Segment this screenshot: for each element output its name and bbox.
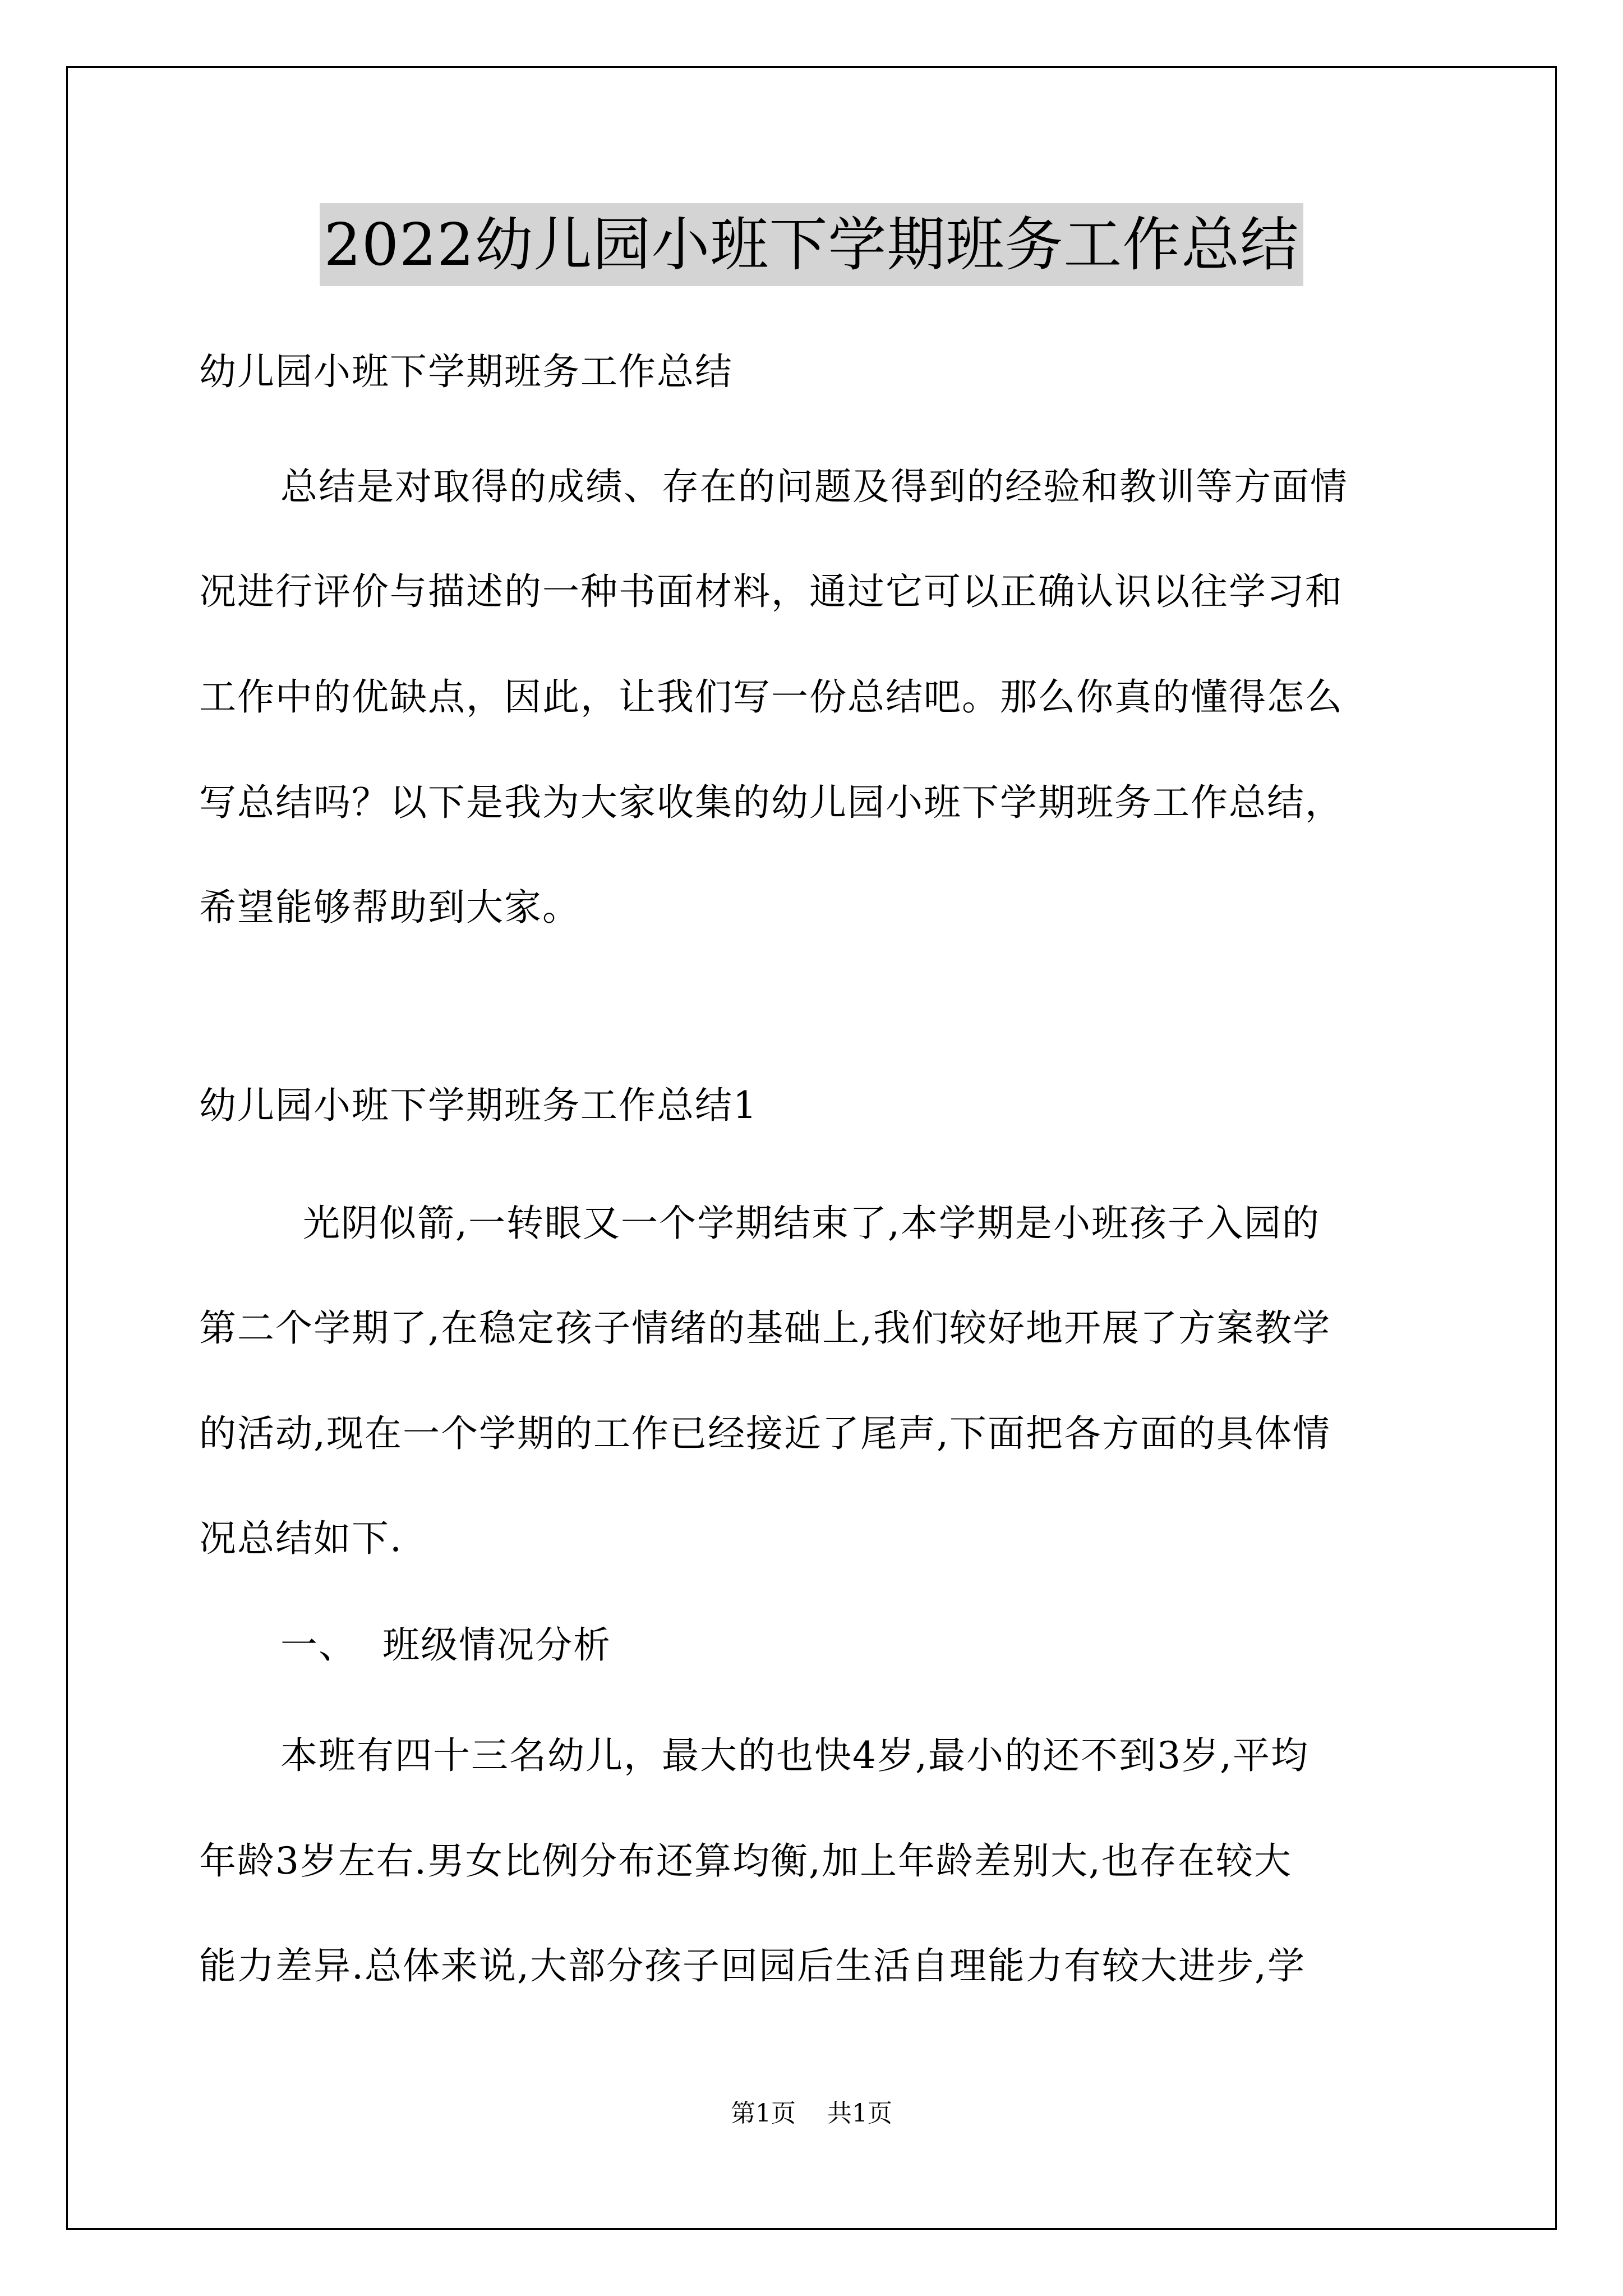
paragraph-line: 光阴似箭,一转眼又一个学期结束了,本学期是小班孩子入园的: [303, 1202, 1320, 1245]
paragraph-line: 希望能够帮助到大家。: [199, 886, 580, 929]
paragraph-line: 工作中的优缺点，因此，让我们写一份总结吧。那么你真的懂得怎么: [199, 675, 1343, 719]
subsection-heading: 一、 班级情况分析: [280, 1623, 611, 1667]
subtitle-line: 幼儿园小班下学期班务工作总结: [199, 350, 733, 393]
paragraph-line: 能力差异.总体来说,大部分孩子回园后生活自理能力有较大进步,学: [199, 1944, 1306, 1987]
page-total: 共1页: [827, 2099, 892, 2128]
paragraph-line: 年龄3岁左右.男女比例分布还算均衡,加上年龄差别大,也存在较大: [199, 1839, 1292, 1883]
paragraph-line: 写总结吗？以下是我为大家收集的幼儿园小班下学期班务工作总结，: [199, 781, 1343, 824]
paragraph-line: 总结是对取得的成绩、存在的问题及得到的经验和教训等方面情: [280, 465, 1348, 508]
page-footer: [0, 2098, 1623, 2129]
paragraph-line: 本班有四十三名幼儿，最大的也快4岁,最小的还不到3岁,平均: [280, 1734, 1309, 1777]
paragraph-line: 况进行评价与描述的一种书面材料，通过它可以正确认识以往学习和: [199, 570, 1343, 613]
page-number: 第1页: [731, 2099, 796, 2128]
paragraph-line: 的活动,现在一个学期的工作已经接近了尾声,下面把各方面的具体情: [199, 1412, 1331, 1455]
paragraph-line: 第二个学期了,在稳定孩子情绪的基础上,我们较好地开展了方案教学: [199, 1306, 1331, 1350]
title-container: [0, 203, 1623, 286]
paragraph-line: 况总结如下.: [199, 1517, 403, 1560]
section-heading: 幼儿园小班下学期班务工作总结1: [199, 1084, 758, 1127]
document-title: 2022幼儿园小班下学期班务工作总结: [320, 203, 1304, 286]
